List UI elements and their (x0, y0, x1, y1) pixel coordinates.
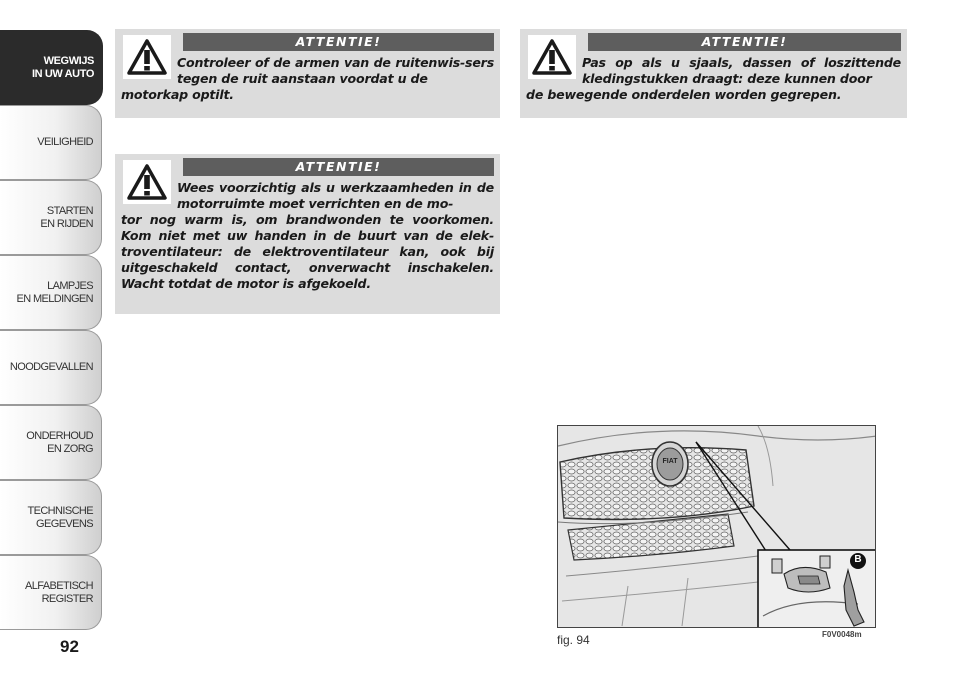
warning-text-first: Controleer of de armen van de ruitenwis-sers tegen de ruit aanstaan voordat u de (177, 55, 494, 86)
warning-triangle-icon (528, 35, 576, 79)
figure-grille-latch (557, 425, 876, 628)
grille-illustration (558, 426, 876, 628)
tab-noodgevallen[interactable]: NOODGEVALLEN (0, 330, 102, 405)
warning-heading: ATTENTIE! (588, 33, 901, 51)
callout-b-label: B (854, 554, 862, 565)
fiat-badge-label: FIAT (662, 458, 678, 465)
figure-caption: fig. 94 (557, 633, 590, 647)
warning-text-first: Wees voorzichtig als u werkzaamheden in de motorruimte moet verrichten en de mo- (177, 180, 494, 211)
warning-text-rest: motorkap optilt. (121, 87, 234, 102)
tab-alfabetisch[interactable]: ALFABETISCH REGISTER (0, 555, 102, 630)
warning-text-rest: de bewegende onderdelen worden gegrepen. (526, 87, 842, 102)
warning-text (526, 55, 901, 103)
tab-veiligheid[interactable]: VEILIGHEID (0, 105, 102, 180)
warning-triangle-icon (123, 160, 171, 204)
warning-box-wipers (115, 29, 500, 118)
warning-triangle-icon (123, 35, 171, 79)
warning-text (121, 180, 494, 292)
warning-box-clothing (520, 29, 907, 118)
page-number: 92 (60, 637, 79, 656)
warning-text-rest: tor nog warm is, om brandwonden te voorkomen. Kom niet met uw handen in de buurt van de elek-troventilateur: de elektroventilateur kan, ook bij uitgeschakeld contact, onverwacht inschakelen. Wacht totdat de motor is afgekoeld. (121, 212, 494, 291)
tab-technische[interactable]: TECHNISCHE GEGEVENS (0, 480, 102, 555)
tab-starten[interactable]: STARTEN EN RIJDEN (0, 180, 102, 255)
tab-wegwijs[interactable]: WEGWIJS IN UW AUTO (0, 30, 103, 105)
warning-heading: ATTENTIE! (183, 33, 494, 51)
tab-lampjes[interactable]: LAMPJES EN MELDINGEN (0, 255, 102, 330)
warning-text (121, 55, 494, 103)
warning-box-hot-engine (115, 154, 500, 314)
figure-code: F0V0048m (822, 630, 862, 639)
tab-onderhoud[interactable]: ONDERHOUD EN ZORG (0, 405, 102, 480)
warning-heading: ATTENTIE! (183, 158, 494, 176)
warning-text-first: Pas op als u sjaals, dassen of loszittende kledingstukken draagt: deze kunnen door (582, 55, 901, 86)
